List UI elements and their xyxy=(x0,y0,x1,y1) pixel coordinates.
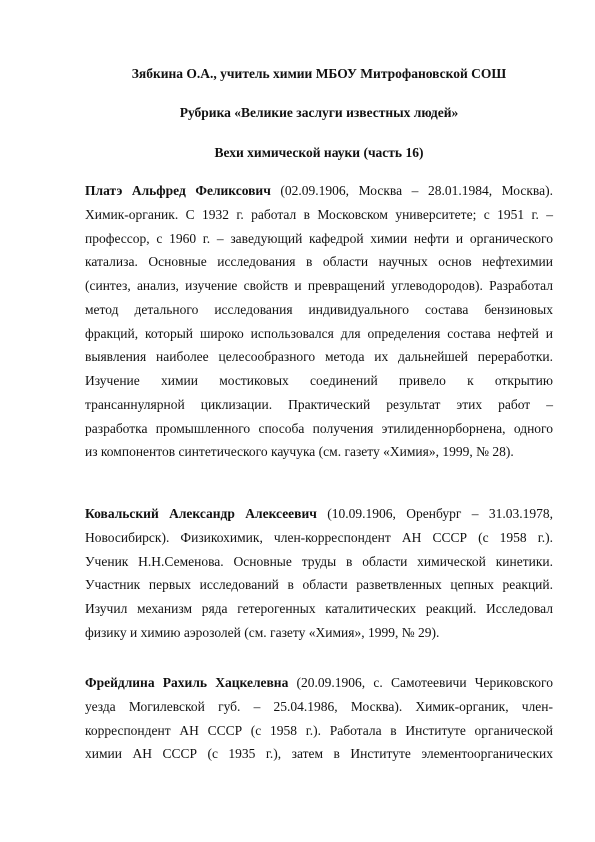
person-name: Ковальский Александр Алексеевич xyxy=(85,506,317,521)
paragraph-line: катализа. Основные исследования в области научных основ нефтехимии xyxy=(85,254,553,270)
paragraph-line: метод детального исследования индивидуального состава бензиновых xyxy=(85,301,553,317)
paragraph-freidlina xyxy=(85,671,553,766)
line-text: (10.09.1906, Оренбург – 31.03.1978, xyxy=(316,506,553,521)
paragraph-line: из компонентов синтетического каучука (см. газету «Химия», 1999, № 28). xyxy=(85,444,514,460)
author-line: Зябкина О.А., учитель химии МБОУ Митрофановской СОШ xyxy=(131,66,507,81)
paragraph-line: трансаннулярной циклизации. Практический результат этих работ – xyxy=(85,396,553,412)
paragraph-line: Участник первых исследований в области разветвленных цепных реакций. xyxy=(85,577,553,593)
paragraph-first-line xyxy=(85,502,553,526)
article-title: Вехи химической науки (часть 16) xyxy=(214,145,424,160)
paragraph-first-line xyxy=(85,179,553,203)
paragraph-line: химии АН СССР (с 1935 г.), затем в Институте элементоорганических xyxy=(85,746,553,762)
paragraph-line: Химик-органик. С 1932 г. работал в Московском университете; с 1951 г. – xyxy=(85,206,553,222)
paragraph-line: профессор, с 1960 г. – заведующий кафедрой химии нефти и органического xyxy=(85,230,553,246)
paragraph-plate xyxy=(85,179,553,464)
paragraph-line: фракций, который широко использовался для определения состава нефтей и xyxy=(85,325,553,341)
paragraph-kovalsky xyxy=(85,502,553,645)
paragraph-line: Ученик Н.Н.Семенова. Основные труды в области химической кинетики. xyxy=(85,553,553,569)
paragraph-line: (синтез, анализ, изучение свойств и превращений углеводородов). Разработал xyxy=(85,278,553,293)
line-text: (20.09.1906, с. Самотеевичи Чериковского xyxy=(288,675,553,690)
paragraph-line: физику и химию аэрозолей (см. газету «Химия», 1999, № 29). xyxy=(85,624,440,640)
line-text: (02.09.1906, Москва – 28.01.1984, Москва). xyxy=(270,183,553,198)
person-name: Платэ Альфред Феликсович xyxy=(85,183,271,198)
rubric-line: Рубрика «Великие заслуги известных людей» xyxy=(179,105,459,120)
document-page xyxy=(85,0,553,842)
paragraph-line: разработка промышленного способа получения этилиденнорборнена, одного xyxy=(85,420,553,436)
paragraph-line: выявления наиболее целесообразного метода их дальнейшей переработки. xyxy=(85,349,553,365)
paragraph-line: Новосибирск). Физикохимик, член-корреспондент АН СССР (с 1958 г.). xyxy=(85,529,553,545)
paragraph-line: Изучение химии мостиковых соединений привело к открытию xyxy=(85,373,553,388)
paragraph-line: Изучил механизм ряда гетерогенных каталитических реакций. Исследовал xyxy=(85,601,553,616)
paragraph-line: корреспондент АН СССР (с 1958 г.). Работала в Институте органической xyxy=(85,722,553,738)
paragraph-line: уезда Могилевской губ. – 25.04.1986, Москва). Химик-органик, член- xyxy=(85,698,553,714)
paragraph-first-line xyxy=(85,671,553,695)
person-name: Фрейдлина Рахиль Хацкелевна xyxy=(85,675,289,690)
